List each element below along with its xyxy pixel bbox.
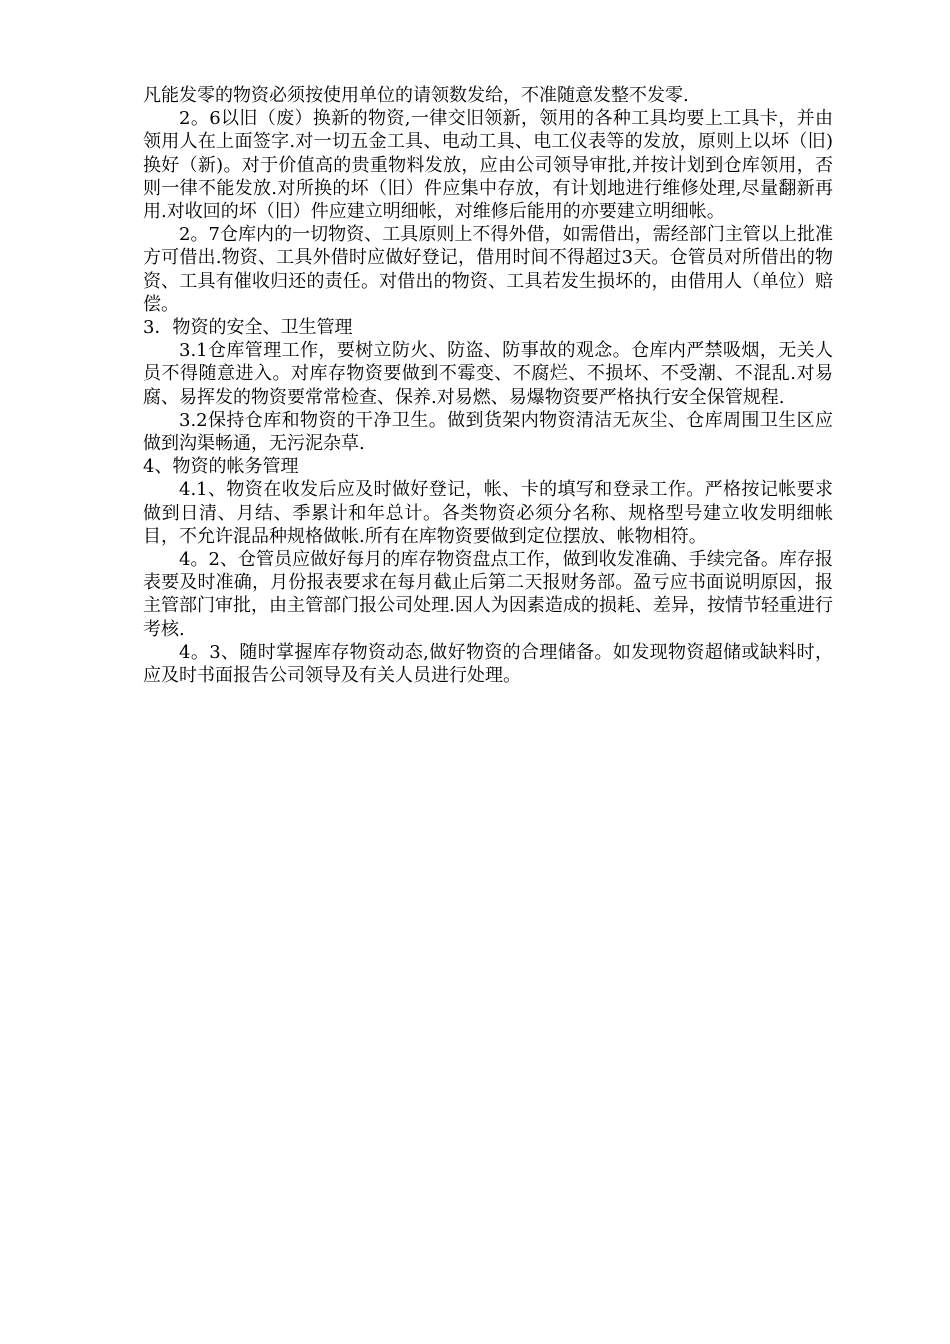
paragraph-3-2-hygiene: 3.2保持仓库和物资的干净卫生。做到货架内物资清洁无灰尘、仓库周围卫生区应做到沟渠畅通，无污泥杂草. bbox=[143, 409, 833, 455]
document-body bbox=[143, 84, 833, 687]
paragraph-4-2-inventory: 4。2、仓管员应做好每月的库存物资盘点工作，做到收发准确、手续完备。库存报表要及时准确，月份报表要求在每月截止后第二天报财务部。盈亏应书面说明原因，报主管部门审批，由主管部门报公司处理.因人为因素造成的损耗、差异，按情节轻重进行考核. bbox=[143, 549, 833, 640]
paragraph-2-7-lending: 2。7仓库内的一切物资、工具原则上不得外借，如需借出，需经部门主管以上批准方可借出.物资、工具外借时应做好登记，借用时间不得超过3天。仓管员对所借出的物资、工具有催收归还的责任。对借出的物资、工具若发生损坏的，由借用人（单位）赔偿。 bbox=[143, 224, 833, 315]
paragraph-2-6-exchange: 2。6以旧（废）换新的物资,一律交旧领新，领用的各种工具均要上工具卡，并由领用人在上面签字.对一切五金工具、电动工具、电工仪表等的发放，原则上以坏（旧)换好（新)。对于价值高的贵重物料发放，应由公司领导审批,并按计划到仓库领用，否则一律不能发放.对所换的坏（旧）件应集中存放，有计划地进行维修处理,尽量翻新再用.对收回的坏（旧）件应建立明细帐，对维修后能用的亦要建立明细帐。 bbox=[143, 108, 833, 223]
paragraph-4-3-reserve: 4。3、随时掌握库存物资动态,做好物资的合理储备。如发现物资超储或缺料时，应及时书面报告公司领导及有关人员进行处理。 bbox=[143, 641, 833, 687]
section-heading-3: 3．物资的安全、卫生管理 bbox=[143, 317, 353, 339]
paragraph-3-1-safety: 3.1仓库管理工作，要树立防火、防盗、防事故的观念。仓库内严禁吸烟，无关人员不得随意进入。对库存物资要做到不霉变、不腐烂、不损坏、不受潮、不混乱.对易腐、易挥发的物资要常常检查、保养.对易燃、易爆物资要严格执行安全保管规程. bbox=[143, 340, 833, 408]
section-heading-4: 4、物资的帐务管理 bbox=[143, 456, 299, 478]
paragraph-issue-quantity: 凡能发零的物资必须按使用单位的请领数发给，不准随意发整不发零. bbox=[143, 85, 689, 106]
paragraph-4-1-records: 4.1、物资在收发后应及时做好登记，帐、卡的填写和登录工作。严格按记帐要求做到日清、月结、季累计和年总计。各类物资必须分名称、规格型号建立收发明细帐目，不允许混品种规格做帐.所有在库物资要做到定位摆放、帐物相符。 bbox=[143, 479, 833, 547]
